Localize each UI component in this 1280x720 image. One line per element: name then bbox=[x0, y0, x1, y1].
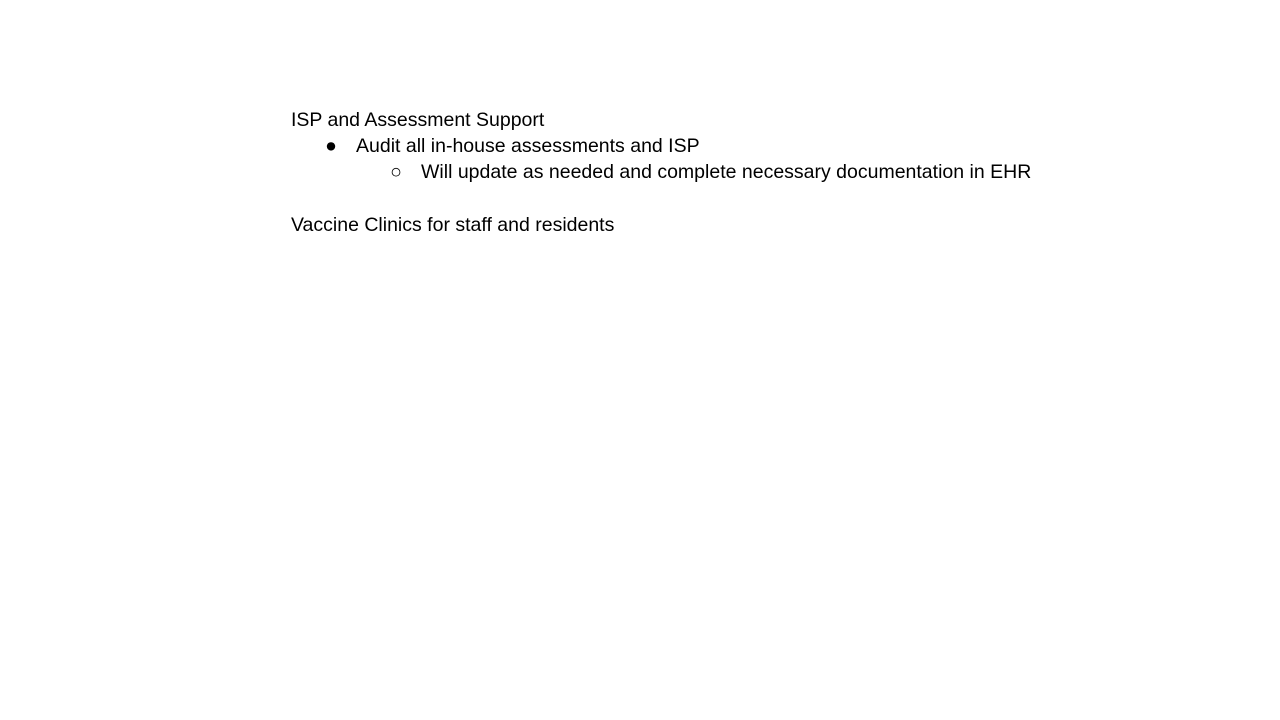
section-heading-isp: ISP and Assessment Support bbox=[291, 109, 545, 131]
sub-bullet-icon bbox=[389, 159, 403, 185]
section-heading-vaccine: Vaccine Clinics for staff and residents bbox=[291, 214, 615, 236]
sub-bullet-glyph: ○ bbox=[390, 161, 402, 183]
bullet-glyph: ● bbox=[325, 135, 337, 157]
list-item-audit: Audit all in-house assessments and ISP bbox=[356, 135, 700, 157]
bullet-icon bbox=[324, 133, 338, 159]
sub-list-item-update: Will update as needed and complete necessary documentation in EHR bbox=[421, 161, 1032, 183]
